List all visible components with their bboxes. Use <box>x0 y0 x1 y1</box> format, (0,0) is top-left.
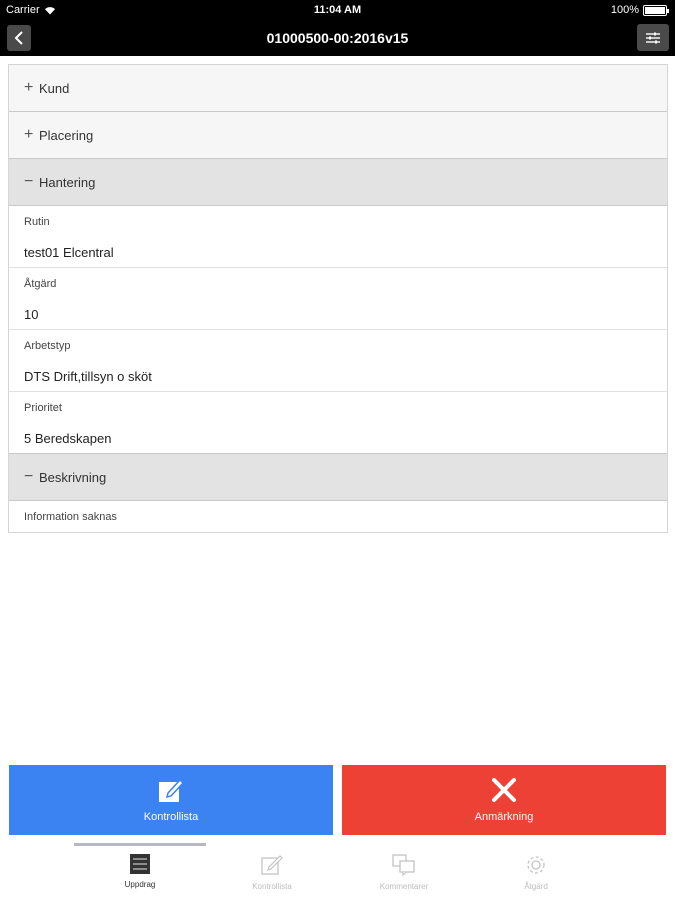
list-icon <box>130 854 150 874</box>
field-value: 10 <box>24 307 39 322</box>
battery-info <box>611 4 667 16</box>
tab-label: Uppdrag <box>124 880 156 889</box>
tab-kontrollista[interactable] <box>206 854 338 891</box>
field-arbetstyp <box>9 330 667 392</box>
collapse-icon: − <box>24 173 34 190</box>
tab-bar <box>0 846 675 900</box>
section-beskrivning[interactable] <box>9 454 667 501</box>
field-label: Prioritet <box>24 402 62 414</box>
section-label: Hantering <box>39 174 96 190</box>
battery-percent: 100% <box>610 4 639 16</box>
section-label: Placering <box>39 127 94 143</box>
field-label: Rutin <box>24 216 50 228</box>
section-label: Kund <box>39 80 70 96</box>
field-prioritet <box>9 392 667 454</box>
battery-icon <box>643 5 667 16</box>
close-icon <box>491 777 517 803</box>
kontrollista-label: Kontrollista <box>143 811 199 823</box>
field-atgard <box>9 268 667 330</box>
filter-button[interactable] <box>637 24 669 51</box>
status-bar <box>0 0 675 20</box>
details-list <box>8 64 668 533</box>
section-kund[interactable] <box>9 65 667 112</box>
anmarkning-button[interactable] <box>342 765 666 835</box>
edit-icon <box>158 777 184 803</box>
anmarkning-label: Anmärkning <box>474 811 534 823</box>
collapse-icon: − <box>24 468 34 485</box>
field-value: test01 Elcentral <box>24 245 114 260</box>
edit-icon <box>261 854 283 876</box>
status-time: 11:04 AM <box>313 4 362 16</box>
carrier-label: Carrier <box>6 4 40 16</box>
navigation-bar <box>0 20 675 56</box>
tab-label: Åtgärd <box>524 882 548 891</box>
field-label: Åtgärd <box>24 278 57 290</box>
sliders-icon <box>645 31 661 45</box>
tab-uppdrag[interactable] <box>74 854 206 889</box>
section-placering[interactable] <box>9 112 667 159</box>
tab-atgard[interactable] <box>470 854 602 891</box>
kontrollista-button[interactable] <box>9 765 333 835</box>
section-hantering[interactable] <box>9 159 667 206</box>
gear-icon <box>525 854 547 876</box>
field-value: 5 Beredskapen <box>24 431 112 446</box>
page-title: 01000500-00:2016v15 <box>266 30 409 46</box>
expand-icon: + <box>24 79 34 96</box>
beskrivning-info: Information saknas <box>9 501 667 532</box>
tab-label: Kontrollista <box>252 882 292 891</box>
field-value: DTS Drift,tillsyn o sköt <box>24 369 152 384</box>
expand-icon: + <box>24 126 34 143</box>
tab-kommentarer[interactable] <box>338 854 470 891</box>
tab-label: Kommentarer <box>379 882 429 891</box>
comments-icon <box>392 854 416 876</box>
field-label: Arbetstyp <box>24 340 71 352</box>
field-rutin <box>9 206 667 268</box>
section-label: Beskrivning <box>39 469 107 485</box>
